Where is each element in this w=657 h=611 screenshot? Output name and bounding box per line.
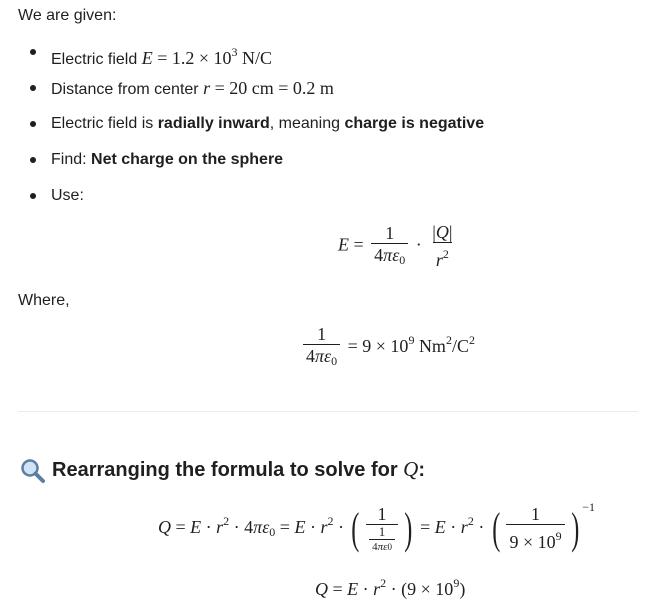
bullet-distance bbox=[51, 78, 334, 100]
coulomb-formula: E = $\frac{1}{4\pi\varepsilon_0}$ · $\frac{|Q|}{r^2}$ bbox=[338, 222, 459, 271]
section-heading bbox=[52, 457, 425, 482]
bullet-label: Electric field bbox=[51, 51, 142, 68]
magnifying-glass-icon bbox=[20, 458, 46, 489]
bullet-dot bbox=[30, 193, 36, 199]
bullet-direction bbox=[51, 114, 484, 134]
fraction: $\frac{1}{4\pi\varepsilon_0}$ bbox=[371, 223, 408, 271]
bullet-use: Use: bbox=[51, 187, 84, 204]
fraction: $\frac{1}{\frac{1}{4\pi\varepsilon 0}}$ bbox=[366, 504, 398, 554]
distance-math: r = 20 cm = 0.2 m bbox=[203, 78, 334, 98]
bold-text: charge is negative bbox=[344, 115, 485, 132]
intro-text: We are given: bbox=[18, 7, 117, 24]
where-text: Where, bbox=[18, 292, 70, 309]
electric-field-math: $E = 1.2 \times 10^3$ N/C bbox=[141, 45, 273, 68]
bullet-dot bbox=[30, 49, 36, 55]
constant-formula: $\frac{1}{4\pi\varepsilon_0}$ = $9 \times 10^9$ $Nm^2/C^2$ bbox=[300, 324, 475, 372]
fraction: $\frac{|Q|}{r^2}$ bbox=[432, 222, 453, 270]
bullet-label: Distance from center bbox=[51, 81, 204, 98]
heading-variable: Q bbox=[403, 457, 419, 481]
bullet-text: , meaning bbox=[269, 115, 345, 132]
bullet-label: Find: bbox=[51, 151, 92, 168]
bullet-dot bbox=[30, 121, 36, 127]
final-formula: $Q = E \cdot r^2 \cdot (9 \times 10^9)$ bbox=[315, 576, 466, 599]
rearranged-formula: $Q = E \cdot r^2 \cdot 4\pi\varepsilon_0 = E \cdot r^2$ · ( $\frac{1}{\frac{1}{4\pi\varepsilon 0}}$ ) = $E \cdot r^2$ · ( $\frac{1}{9 \times 10^9}$ ) $^{-1}$ bbox=[158, 500, 596, 553]
bold-text: radially inward bbox=[157, 115, 270, 132]
bullet-find bbox=[51, 150, 283, 170]
heading-text: Rearranging the formula to solve for bbox=[52, 459, 404, 481]
bullet-dot bbox=[30, 85, 36, 91]
heading-colon: : bbox=[418, 459, 426, 481]
bold-text: Net charge on the sphere bbox=[91, 151, 284, 168]
section-divider bbox=[18, 411, 638, 412]
fraction: $\frac{1}{9 \times 10^9}$ bbox=[506, 504, 564, 553]
bullet-dot bbox=[30, 157, 36, 163]
bullet-label: Electric field is bbox=[51, 115, 158, 132]
fraction: $\frac{1}{4\pi\varepsilon_0}$ bbox=[303, 324, 340, 372]
bullet-electric-field bbox=[51, 42, 272, 70]
